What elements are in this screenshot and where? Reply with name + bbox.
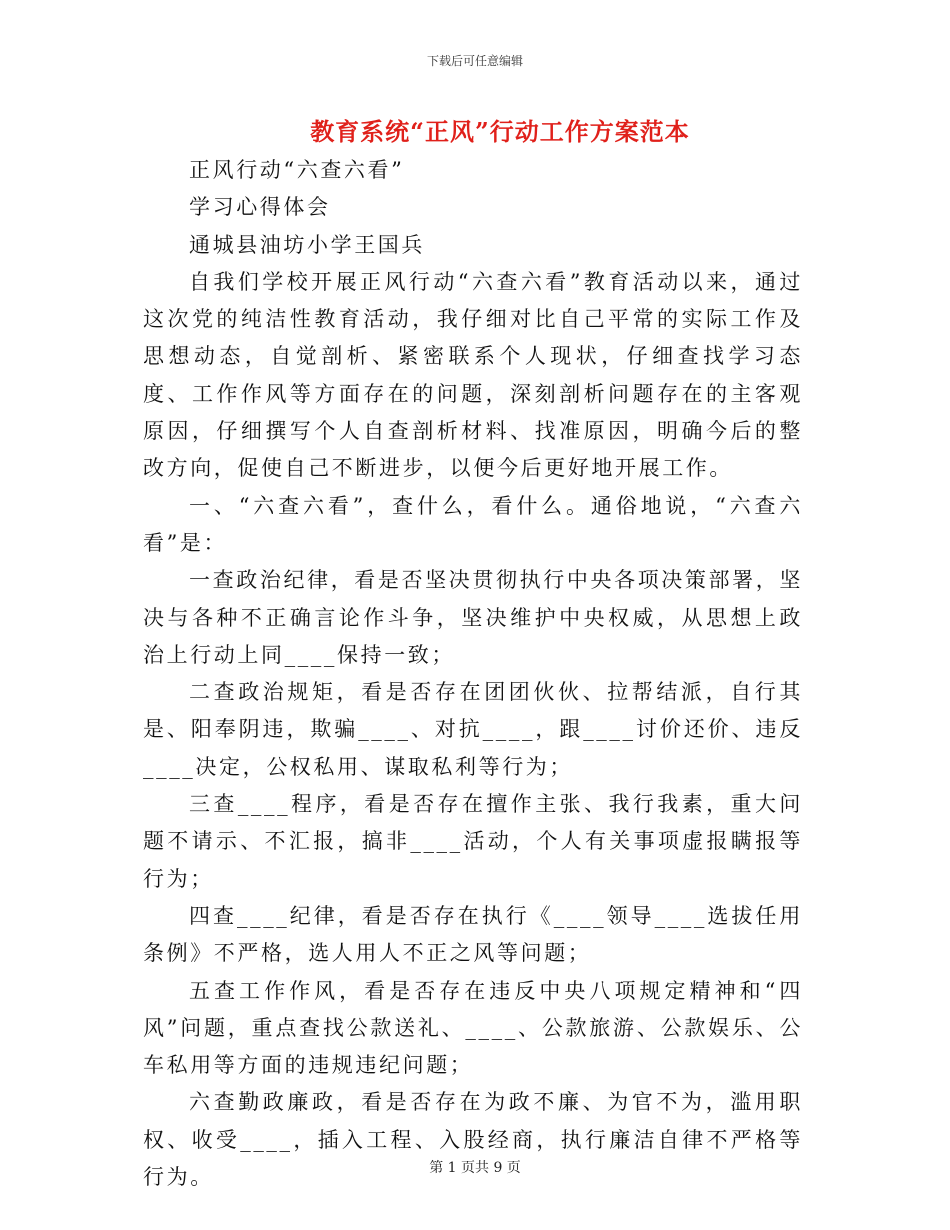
body-paragraph: 自我们学校开展正风行动“六查六看”教育活动以来，通过这次党的纯洁性教育活动，我仔细对比自己平常的实际工作及思想动态，自觉剖析、紧密联系个人现状，仔细查找学习态度、工作作风等方面存在的问题，深刻剖析问题存在的主客观原因，仔细撰写个人自查剖析材料、找准原因，明确今后的整改方向，促使自己不断进步，以便今后更好地开展工作。 <box>143 269 803 481</box>
body-paragraph: 二查政治规矩，看是否存在团团伙伙、拉帮结派，自行其是、阳奉阴违，欺骗____、对抗____，跟____讨价还价、违反____决定，公权私用、谋取私利等行为； <box>143 680 803 779</box>
body-paragraph: 一查政治纪律，看是否坚决贯彻执行中央各项决策部署，坚决与各种不正确言论作斗争，坚决维护中央权威，从思想上政治上行动上同____保持一致； <box>143 568 803 667</box>
subtitle-line: 正风行动“六查六看” <box>189 158 405 182</box>
page-header: 下载后可任意编辑 <box>426 54 523 68</box>
document-title: 教育系统“正风”行动工作方案范本 <box>310 117 690 146</box>
page-footer: 第 1 页共 9 页 <box>429 1160 521 1176</box>
body-paragraph: 六查勤政廉政，看是否存在为政不廉、为官不为，滥用职权、收受____，插入工程、入股经商，执行廉洁自律不严格等行为。 <box>143 1090 803 1190</box>
body-paragraph: 五查工作作风，看是否存在违反中央八项规定精神和“四风”问题，重点查找公款送礼、____、公款旅游、公款娱乐、公车私用等方面的违规违纪问题； <box>143 978 803 1078</box>
body-paragraph: 四查____纪律，看是否存在执行《____领导____选拔任用条例》不严格，选人用人不正之风等问题； <box>143 903 803 966</box>
author-line: 通城县油坊小学王国兵 <box>189 232 425 257</box>
subtitle-line: 学习心得体会 <box>189 195 331 220</box>
body-paragraph: 三查____程序，看是否存在擅作主张、我行我素，重大问题不请示、不汇报，搞非____活动，个人有关事项虚报瞒报等行为； <box>143 792 803 891</box>
section-heading-paragraph: 一、“六查六看”，查什么，看什么。通俗地说，“六查六看”是： <box>143 493 803 555</box>
document-body <box>143 152 803 1196</box>
